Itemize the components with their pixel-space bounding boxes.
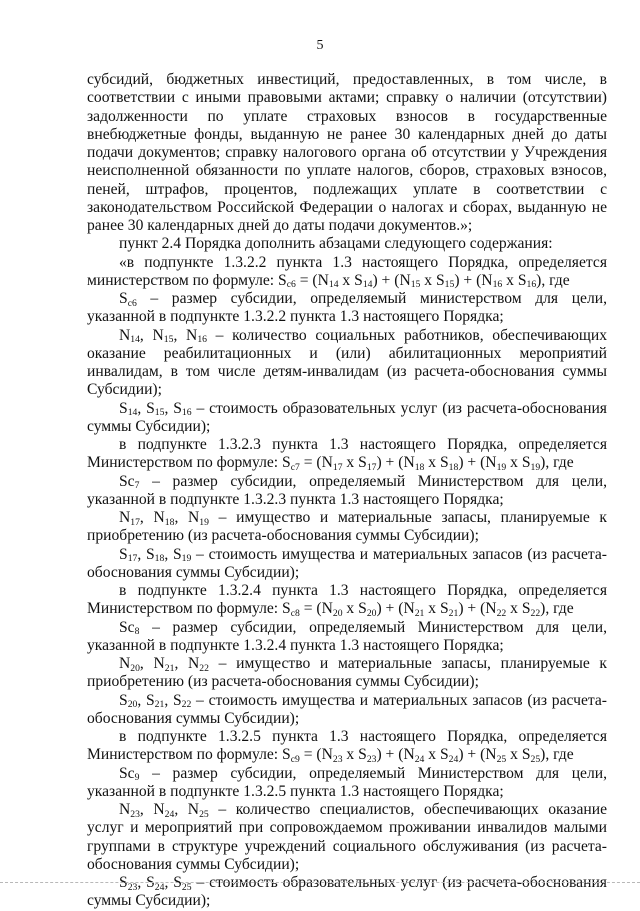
text-run: – стоимость имущества и материальных запасов (из расчета-обоснования суммы Субсидии); xyxy=(87,691,607,727)
text-run: ), где xyxy=(540,600,574,618)
subscript-index: 16 xyxy=(492,279,503,291)
text-run: ) + (N xyxy=(376,600,415,618)
text-run: S xyxy=(119,545,128,563)
subscript-index: c6 xyxy=(286,279,296,291)
subscript-index: 21 xyxy=(414,607,425,619)
text-run: , S xyxy=(137,691,155,709)
text-run: , S xyxy=(164,691,182,709)
paragraph-definition-n23-n25 xyxy=(87,801,607,874)
paragraph-definition-n17-n19 xyxy=(87,509,607,546)
text-run: ) + (N xyxy=(458,454,497,472)
subscript-index: 7 xyxy=(134,480,140,492)
text-run: , N xyxy=(139,509,165,526)
text-run: субсидий, бюджетных инвестиций, предоставленных, в том числе, в соответствии с иными правовыми актами; справку о наличии (отсутствии) задолженности по уплате страховых взносов в государственные внебюджетные фонды, выданную не ранее 30 календарных дней до даты подачи документов; справку налогового органа об отсутствии у Учреждения неисполненной обязанности по уплате налогов, сборов, страховых взносов, пеней, штрафов, процентов, подлежащих уплате в соответствии с законодательством Российской Федерации о налогах и сборах, выданную не ранее 30 календарных дней до даты подачи документов.»; xyxy=(87,71,607,234)
subscript-index: 17 xyxy=(332,461,343,473)
subscript-index: 19 xyxy=(199,516,209,528)
text-run: S xyxy=(119,290,128,307)
subscript-index: 19 xyxy=(496,461,507,473)
text-run: = (N xyxy=(295,271,329,289)
subscript-index: 20 xyxy=(332,607,343,619)
subscript-index: c9 xyxy=(290,753,300,765)
text-run: ) + (N xyxy=(376,454,415,472)
subscript-index: 18 xyxy=(414,461,425,473)
text-run: – размер субсидии, определяемый министерством для цели, указанной в подпункте 1.3.2.2 пункта 1.3 настоящего Порядка; xyxy=(87,290,607,326)
subscript-index: 14 xyxy=(328,279,339,291)
paragraph-definition-sc7 xyxy=(87,473,607,510)
text-run: ), где xyxy=(540,454,574,472)
text-run: , N xyxy=(174,801,200,818)
paragraph-definition-s20-s22 xyxy=(87,692,607,729)
text-run: – размер субсидии, определяемый Министерством для цели, указанной в подпункте 1.3.2.5 пункта 1.3 настоящего Порядка; xyxy=(87,764,607,800)
subscript-index: 21 xyxy=(154,699,165,711)
subscript-index: 16 xyxy=(181,407,192,419)
text-run: ) + (N xyxy=(458,746,497,764)
subscript-index: 22 xyxy=(496,607,507,619)
text-run: х S xyxy=(506,746,531,764)
subscript-index: 14 xyxy=(127,407,138,419)
subscript-index: 25 xyxy=(199,808,209,820)
text-run: , S xyxy=(137,874,155,891)
text-run: = (N xyxy=(299,600,333,618)
text-run: х S xyxy=(342,600,367,618)
document-body xyxy=(87,71,607,911)
subscript-index: 25 xyxy=(181,881,192,893)
subscript-index: 24 xyxy=(414,753,425,765)
subscript-index: 25 xyxy=(496,753,507,765)
text-run: – стоимость образовательных услуг (из расчета-обоснования суммы Субсидии); xyxy=(87,874,607,910)
text-run: N xyxy=(119,326,131,344)
text-run: , S xyxy=(137,545,155,563)
text-run: Sc xyxy=(119,618,135,636)
subscript-index: 20 xyxy=(366,607,377,619)
text-run: х S xyxy=(424,454,449,472)
text-run: – количество социальных работников, обеспечивающих оказание реабилитационных и (или) абилитационных мероприятий инвалидам, в том числе детям-инвалидам (из расчета-обоснования суммы Субсидии); xyxy=(87,326,608,399)
paragraph-formula-sc7 xyxy=(87,436,607,473)
subscript-index: 22 xyxy=(181,699,192,711)
text-run: N xyxy=(119,801,131,818)
paragraph-definition-n14-n16 xyxy=(87,327,607,400)
subscript-index: 18 xyxy=(164,516,175,528)
text-run: – количество специалистов, обеспечивающих оказание услуг и мероприятий при сопровождаемом проживании инвалидов малыми группами в структуре учреждений социального обслуживания (из расчета-обоснования суммы Субсидии); xyxy=(87,801,607,873)
text-run: «в подпункте 1.3.2.2 пункта 1.3 настоящего Порядка, определяется министерством по формуле: S xyxy=(87,253,607,289)
text-run: х S xyxy=(342,454,367,472)
subscript-index: c6 xyxy=(127,297,137,309)
text-run: Sc xyxy=(119,472,135,490)
subscript-index: c7 xyxy=(290,461,300,473)
subscript-index: 20 xyxy=(127,699,138,711)
paragraph-definition-sc6 xyxy=(87,290,607,327)
scan-edge-line xyxy=(0,882,640,883)
text-run: – размер субсидии, определяемый Министерством для цели, указанной в подпункте 1.3.2.3 пункта 1.3 настоящего Порядка; xyxy=(87,472,607,508)
subscript-index: c8 xyxy=(290,607,300,619)
paragraph-definition-sc8 xyxy=(87,619,607,656)
subscript-index: 18 xyxy=(448,461,459,473)
subscript-index: 14 xyxy=(362,279,373,291)
subscript-index: 22 xyxy=(530,607,541,619)
page-number: 5 xyxy=(316,38,324,53)
subscript-index: 20 xyxy=(130,662,140,674)
text-run: – размер субсидии, определяемый Министерством для цели, указанной в подпункте 1.3.2.4 пункта 1.3 настоящего Порядка; xyxy=(87,618,607,654)
subscript-index: 18 xyxy=(154,553,165,565)
text-run: , N xyxy=(139,326,164,344)
text-run: – стоимость образовательных услуг (из расчета-обоснования суммы Субсидии); xyxy=(87,399,607,435)
subscript-index: 15 xyxy=(163,334,174,346)
subscript-index: 25 xyxy=(530,753,541,765)
text-run: пункт 2.4 Порядка дополнить абзацами следующего содержания: xyxy=(119,235,553,253)
text-run: ) + (N xyxy=(372,271,411,289)
text-run: , N xyxy=(173,326,198,344)
text-run: , N xyxy=(174,509,200,526)
paragraph-definition-s17-s19 xyxy=(87,546,607,583)
paragraph-definition-s23-s25 xyxy=(87,874,607,911)
paragraph-definition-s14-s16 xyxy=(87,400,607,437)
text-run: N xyxy=(119,509,131,526)
subscript-index: 24 xyxy=(448,753,459,765)
text-run: Sc xyxy=(119,764,135,782)
paragraph-definition-sc9 xyxy=(87,765,607,802)
text-run: х S xyxy=(502,271,527,289)
text-run: , S xyxy=(164,874,182,891)
text-run: – имущество и материальные запасы, планируемые к приобретению (из расчета-обоснования суммы Субсидии); xyxy=(87,509,608,545)
subscript-index: 23 xyxy=(127,881,138,893)
text-run: , S xyxy=(164,545,182,563)
paragraph-continuation xyxy=(87,71,607,235)
text-run: = (N xyxy=(299,454,333,472)
text-run: в подпункте 1.3.2.4 пункта 1.3 настоящего Порядка, определяется Министерством по формуле: S xyxy=(87,582,607,618)
subscript-index: 23 xyxy=(332,753,343,765)
subscript-index: 15 xyxy=(444,279,455,291)
subscript-index: 14 xyxy=(130,334,140,346)
text-run: х S xyxy=(424,600,449,618)
subscript-index: 8 xyxy=(134,626,140,638)
text-run: S xyxy=(119,399,128,417)
text-run: ), где xyxy=(536,271,570,289)
subscript-index: 22 xyxy=(199,662,209,674)
subscript-index: 21 xyxy=(448,607,459,619)
subscript-index: 24 xyxy=(164,808,175,820)
subscript-index: 15 xyxy=(154,407,165,419)
subscript-index: 9 xyxy=(134,772,140,784)
text-run: , S xyxy=(137,399,155,417)
text-run: – стоимость имущества и материальных запасов (из расчета-обоснования суммы Субсидии); xyxy=(87,545,607,581)
paragraph-definition-n20-n22 xyxy=(87,655,607,692)
subscript-index: 19 xyxy=(181,553,192,565)
paragraph-amendment-intro xyxy=(87,235,607,253)
text-run: х S xyxy=(506,600,531,618)
subscript-index: 24 xyxy=(154,881,165,893)
text-run: х S xyxy=(342,746,367,764)
paragraph-formula-sc8 xyxy=(87,582,607,619)
text-run: ) + (N xyxy=(458,600,497,618)
text-run: S xyxy=(119,874,128,891)
subscript-index: 21 xyxy=(164,662,175,674)
subscript-index: 15 xyxy=(410,279,421,291)
text-run: , N xyxy=(139,801,165,818)
text-run: ) + (N xyxy=(454,271,493,289)
text-run: , N xyxy=(139,655,165,672)
text-run: , S xyxy=(164,399,182,417)
subscript-index: 16 xyxy=(197,334,207,346)
text-run: ), где xyxy=(540,746,574,764)
subscript-index: 19 xyxy=(530,461,541,473)
text-run: х S xyxy=(506,454,531,472)
text-run: х S xyxy=(420,271,445,289)
text-run: ) + (N xyxy=(376,746,415,764)
text-run: в подпункте 1.3.2.5 пункта 1.3 настоящего Порядка, определяется Министерством по формуле: S xyxy=(87,728,607,764)
text-run: = (N xyxy=(299,746,333,764)
text-run: – имущество и материальные запасы, планируемые к приобретению (из расчета-обоснования суммы Субсидии); xyxy=(87,655,608,691)
text-run: S xyxy=(119,691,128,709)
text-run: , N xyxy=(174,655,200,672)
subscript-index: 16 xyxy=(526,279,537,291)
paragraph-formula-sc6 xyxy=(87,254,607,291)
subscript-index: 23 xyxy=(366,753,377,765)
subscript-index: 23 xyxy=(130,808,140,820)
text-run: N xyxy=(119,655,131,672)
text-run: х S xyxy=(424,746,449,764)
subscript-index: 17 xyxy=(366,461,377,473)
text-run: х S xyxy=(338,271,363,289)
text-run: в подпункте 1.3.2.3 пункта 1.3 настоящего Порядка, определяется Министерством по формуле: S xyxy=(87,436,607,472)
subscript-index: 17 xyxy=(130,516,140,528)
subscript-index: 17 xyxy=(127,553,138,565)
paragraph-formula-sc9 xyxy=(87,728,607,765)
